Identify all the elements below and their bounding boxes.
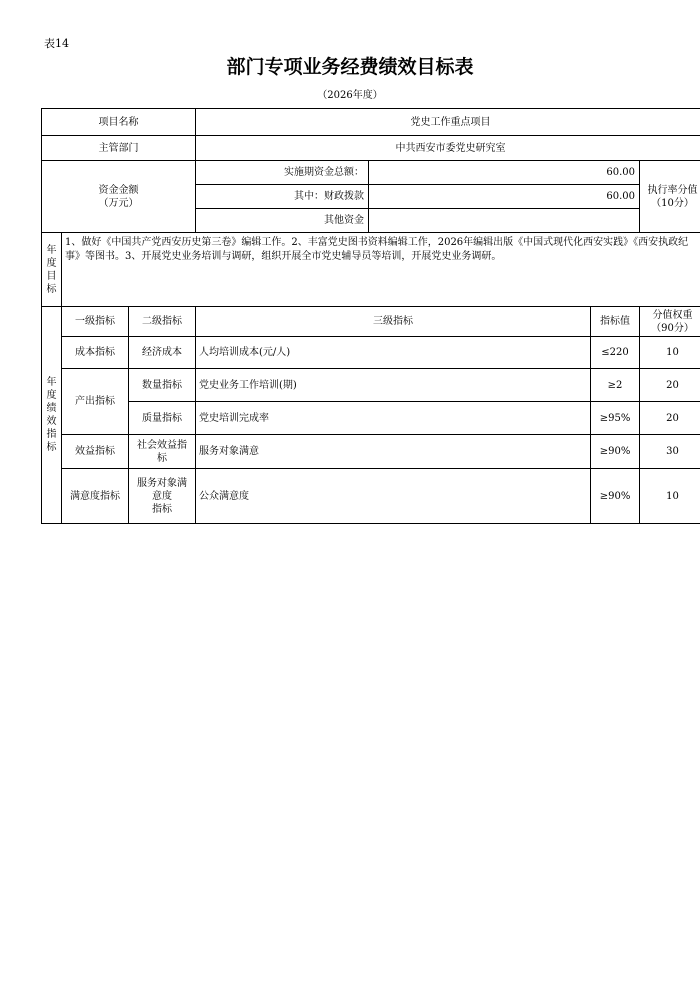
indicator-level3: 公众满意度 <box>196 469 591 524</box>
indicator-level2: 质量指标 <box>129 402 196 435</box>
indicator-value: ≥90% <box>591 435 640 469</box>
indicator-level2-line: 指标 <box>152 503 173 515</box>
funds-total-row <box>42 161 700 185</box>
indicators-label <box>42 307 62 524</box>
annual-goal-char: 度 <box>46 257 57 269</box>
project-name-row <box>42 109 700 136</box>
execution-rate-line1: 执行率分值 <box>647 184 698 196</box>
fiscal-year: （2026年度） <box>317 90 383 101</box>
indicator-value: ≥90% <box>591 469 640 524</box>
indicator-level1: 产出指标 <box>62 369 129 435</box>
funds-fiscal-value: 60.00 <box>369 185 640 209</box>
indicator-level2-line: 社会效益指 <box>137 439 188 451</box>
department-value: 中共西安市委党史研究室 <box>196 136 700 161</box>
annual-goal-char: 目 <box>46 270 57 282</box>
indicator-level3: 人均培训成本(元/人) <box>196 337 591 369</box>
funds-other-label: 其他资金 <box>196 209 369 233</box>
header-weight-line1: 分值权重 <box>652 309 693 321</box>
annual-goal-char: 标 <box>46 283 57 295</box>
funds-other-value <box>369 209 640 233</box>
header-level1: 一级指标 <box>62 307 129 337</box>
indicator-weight: 10 <box>640 469 700 524</box>
header-level2: 二级指标 <box>129 307 196 337</box>
department-row <box>42 136 700 161</box>
indicator-level3: 党史业务工作培训(期) <box>196 369 591 402</box>
performance-target-table <box>41 108 700 524</box>
page-title: 部门专项业务经费绩效目标表 <box>226 56 474 78</box>
indicators-char: 效 <box>46 416 57 427</box>
annual-goal-text: 1、做好《中国共产党西安历史第三卷》编辑工作。2、丰富党史图书资料编辑工作，2026年编辑出版《中国式现代化西安实践》《西安执政纪事》等图书。3、开展党史业务培训与调研，组织开展全市党史辅导员等培训，开展党史业务调研。 <box>62 233 700 307</box>
indicator-level2-line: 标 <box>157 452 168 464</box>
header-value: 指标值 <box>591 307 640 337</box>
indicator-weight: 20 <box>640 369 700 402</box>
funds-label-line2: （万元） <box>98 197 139 209</box>
indicators-char: 年 <box>46 377 57 388</box>
funds-label-line1: 资金金额 <box>98 184 139 196</box>
indicator-row <box>42 337 700 369</box>
project-name-value: 党史工作重点项目 <box>196 109 700 136</box>
indicator-level2 <box>129 435 196 469</box>
indicator-weight: 20 <box>640 402 700 435</box>
header-weight-line2: （90分） <box>651 322 694 334</box>
indicator-level3: 党史培训完成率 <box>196 402 591 435</box>
indicator-level1: 满意度指标 <box>62 469 129 524</box>
indicator-value: ≥2 <box>591 369 640 402</box>
indicator-level2 <box>129 469 196 524</box>
indicator-level1: 效益指标 <box>62 435 129 469</box>
indicator-level2: 经济成本 <box>129 337 196 369</box>
funds-label <box>42 161 196 233</box>
annual-goal-label <box>42 233 62 307</box>
header-weight <box>640 307 700 337</box>
funds-total-label: 实施期资金总额： <box>196 161 369 185</box>
indicator-value: ≤220 <box>591 337 640 369</box>
indicators-char: 绩 <box>46 403 57 414</box>
annual-goal-char: 年 <box>46 244 57 256</box>
execution-rate-line2: （10分） <box>651 197 694 209</box>
project-name-label: 项目名称 <box>42 109 196 136</box>
table-number: 表14 <box>44 37 69 50</box>
indicator-value: ≥95% <box>591 402 640 435</box>
indicators-char: 指 <box>46 429 57 440</box>
indicator-row <box>42 402 700 435</box>
department-label: 主管部门 <box>42 136 196 161</box>
indicator-level3: 服务对象满意 <box>196 435 591 469</box>
indicator-level1: 成本指标 <box>62 337 129 369</box>
indicator-level2-line: 意度 <box>152 490 173 502</box>
indicator-header-row <box>42 307 700 337</box>
indicators-char: 标 <box>46 442 57 453</box>
indicator-row <box>42 435 700 469</box>
indicator-row <box>42 469 700 524</box>
execution-rate-score <box>640 161 700 233</box>
funds-fiscal-label: 其中：财政拨款 <box>196 185 369 209</box>
annual-goal-row <box>42 233 700 307</box>
indicator-row <box>42 369 700 402</box>
indicator-weight: 30 <box>640 435 700 469</box>
funds-total-value: 60.00 <box>369 161 640 185</box>
indicator-level2-line: 服务对象满 <box>137 477 188 489</box>
indicators-char: 度 <box>46 390 57 401</box>
header-level3: 三级指标 <box>196 307 591 337</box>
indicator-level2: 数量指标 <box>129 369 196 402</box>
indicator-weight: 10 <box>640 337 700 369</box>
